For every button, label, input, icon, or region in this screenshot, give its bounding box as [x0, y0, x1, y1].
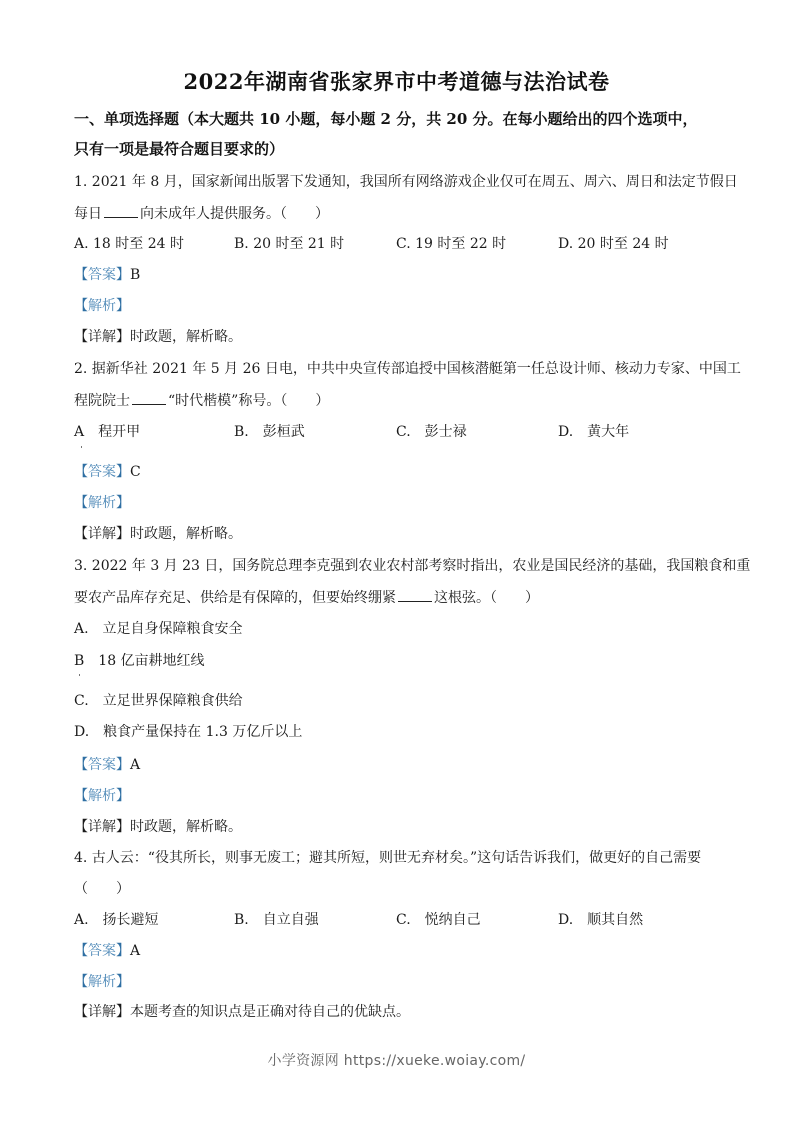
- detail-line: [74, 1002, 410, 1022]
- detail-text: 时政题，解析略。: [130, 526, 242, 542]
- fill-blank: [132, 390, 166, 405]
- footer-watermark: 小学资源网 https://xueke.woiay.com/: [267, 1053, 526, 1069]
- option-d: D. 20 时至 24 时: [558, 236, 669, 252]
- analysis-label: 解析: [88, 974, 116, 990]
- detail-label: 【详解】: [74, 1004, 130, 1020]
- option-b: B. 彭桓武: [234, 424, 305, 440]
- scan-artifact: [81, 446, 82, 448]
- section-heading-line1: 一、单项选择题（本大题共 10 小题，每小题 2 分，共 20 分。在每小题给出的四个选项中，: [74, 110, 698, 128]
- question-stem-line1: 1. 2021 年 8 月，国家新闻出版署下发通知，我国所有网络游戏企业仅可在周五、周六、周日和法定节假日: [74, 174, 738, 190]
- question-stem-line1: 3. 2022 年 3 月 23 日，国务院总理李克强到农业农村部考察时指出，农业是国民经济的基础，我国粮食和重: [74, 558, 751, 574]
- page-title: 2022年湖南省张家界市中考道德与法治试卷: [183, 69, 610, 94]
- answer-value: C: [130, 464, 141, 480]
- section-heading-line2: 只有一项是最符合题目要求的）: [74, 140, 285, 158]
- fill-blank: [104, 203, 138, 218]
- detail-line: [74, 524, 242, 544]
- analysis-line: 【解析】: [74, 974, 130, 990]
- option-a: A. 立足自身保障粮食安全: [74, 621, 243, 637]
- fill-blank: [398, 587, 432, 602]
- answer-value: B: [130, 267, 141, 283]
- detail-text: 本题考查的知识点是正确对待自己的优缺点。: [130, 1004, 410, 1020]
- stem-text-after-blank: “时代楷模”称号。（ ）: [168, 393, 330, 409]
- answer-line: 【答案】C: [74, 464, 141, 480]
- detail-text: 时政题，解析略。: [130, 329, 242, 345]
- option-c: C. 彭士禄: [396, 424, 467, 440]
- stem-text-before-blank: 每日: [74, 206, 102, 222]
- detail-line: [74, 817, 242, 837]
- analysis-line: 【解析】: [74, 495, 130, 511]
- detail-label: 【详解】: [74, 329, 130, 345]
- answer-label: 答案: [88, 943, 116, 959]
- question-stem-line2: [74, 203, 329, 224]
- answer-label: 答案: [88, 464, 116, 480]
- option-d: D. 黄大年: [558, 424, 630, 440]
- question-stem-line2: （ ）: [74, 881, 130, 897]
- answer-label: 答案: [88, 267, 116, 283]
- option-d: D. 粮食产量保持在 1.3 万亿斤以上: [74, 724, 303, 740]
- answer-value: A: [130, 757, 141, 773]
- answer-label: 答案: [88, 757, 116, 773]
- answer-line: 【答案】A: [74, 943, 141, 959]
- question-stem-line2: [74, 390, 329, 411]
- stem-text-after-blank: 这根弦。（ ）: [434, 590, 539, 606]
- detail-text: 时政题，解析略。: [130, 819, 242, 835]
- analysis-line: 【解析】: [74, 788, 130, 804]
- analysis-label: 解析: [88, 298, 116, 314]
- answer-line: 【答案】A: [74, 757, 141, 773]
- analysis-label: 解析: [88, 788, 116, 804]
- option-c: C. 悦纳自己: [396, 912, 481, 928]
- option-b: B. 自立自强: [234, 912, 319, 928]
- detail-line: [74, 327, 242, 347]
- stem-text-before-blank: 要农产品库存充足、供给是有保障的，但要始终绷紧: [74, 590, 396, 606]
- answer-value: A: [130, 943, 141, 959]
- detail-label: 【详解】: [74, 819, 130, 835]
- option-a: A. 18 时至 24 时: [74, 236, 184, 252]
- stem-text-before-blank: 程院院士: [74, 393, 130, 409]
- analysis-label: 解析: [88, 495, 116, 511]
- detail-label: 【详解】: [74, 526, 130, 542]
- option-a: A 程开甲: [74, 424, 141, 440]
- scan-artifact: [79, 674, 80, 676]
- option-d: D. 顺其自然: [558, 912, 644, 928]
- analysis-line: 【解析】: [74, 298, 130, 314]
- option-b: B 18 亿亩耕地红线: [74, 653, 205, 669]
- stem-text-after-blank: 向未成年人提供服务。（ ）: [140, 206, 329, 222]
- option-c: C. 19 时至 22 时: [396, 236, 507, 252]
- question-stem-line1: 4. 古人云：“役其所长，则事无废工；避其所短，则世无弃材矣。”这句话告诉我们，做更好的自己需要: [74, 850, 702, 866]
- option-a: A. 扬长避短: [74, 912, 159, 928]
- option-b: B. 20 时至 21 时: [234, 236, 345, 252]
- question-stem-line2: [74, 587, 539, 608]
- option-c: C. 立足世界保障粮食供给: [74, 693, 243, 709]
- question-stem-line1: 2. 据新华社 2021 年 5 月 26 日电，中共中央宣传部追授中国核潜艇第一任总设计师、核动力专家、中国工: [74, 361, 741, 377]
- answer-line: 【答案】B: [74, 267, 141, 283]
